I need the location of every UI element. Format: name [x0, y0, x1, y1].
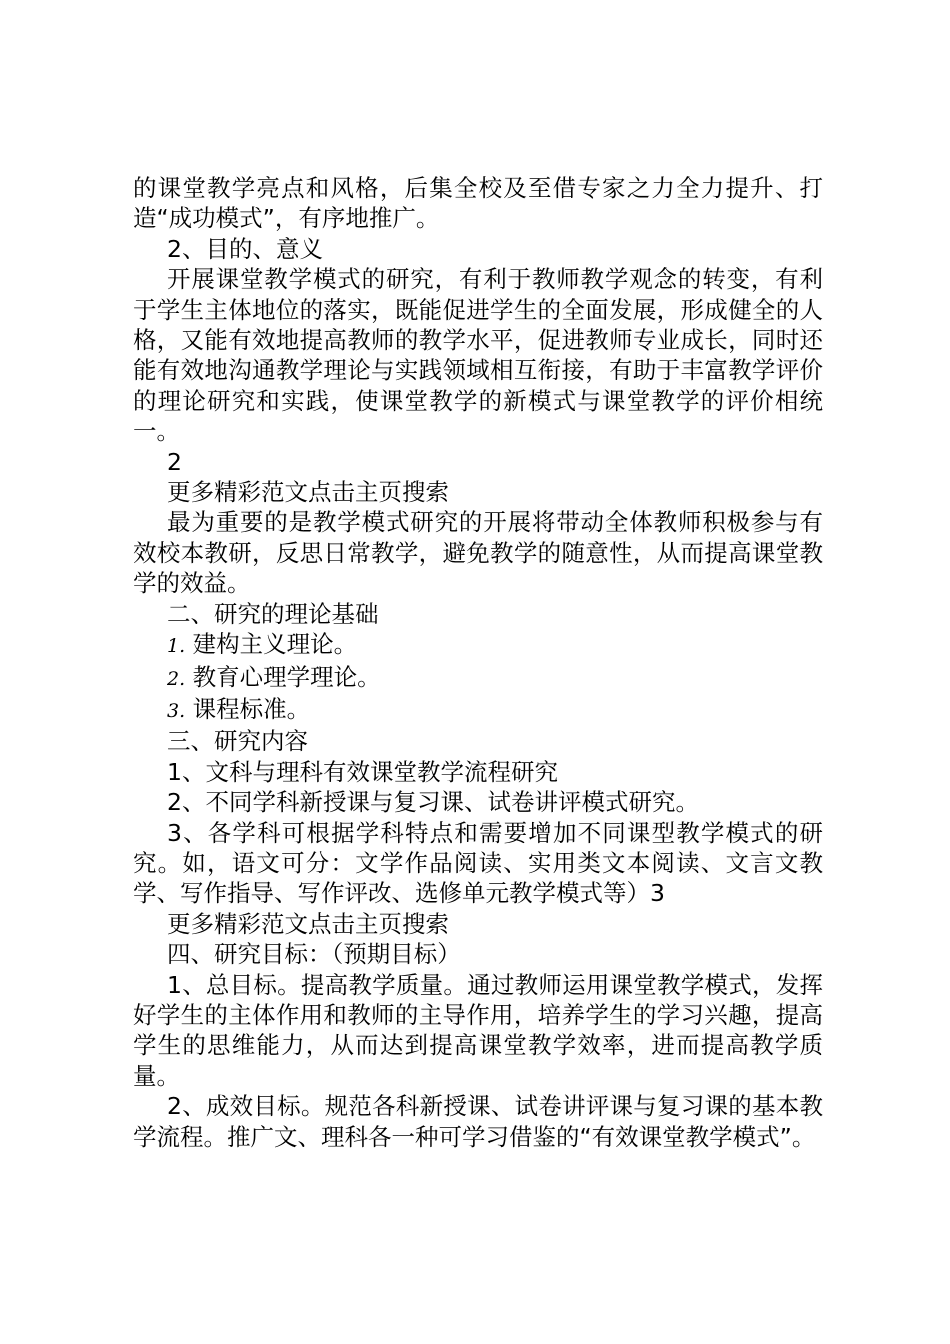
heading-research-content: 三、研究内容	[167, 727, 308, 756]
heading-theory-basis: 二、研究的理论基础	[167, 599, 379, 628]
paragraph-purpose-body: 开展课堂教学模式的研究，有利于教师教学观念的转变，有利于学生主体地位的落实，既能促进学生的全面发展，形成健全的人格，又能有效地提高教师的教学水平，促进教师专业成长，同时还能有效地沟通教学理论与实践领域相互衔接，有助于丰富教学评价的理论研究和实践，使课堂教学的新模式与课堂教学的评价相统一。	[133, 265, 823, 446]
list-number: 3.	[167, 699, 186, 722]
promo-line: 更多精彩范文点击主页搜索	[167, 909, 449, 938]
promo-line: 更多精彩范文点击主页搜索	[167, 478, 449, 507]
list-item	[133, 662, 823, 694]
list-item-text: 教育心理学理论。	[192, 662, 381, 691]
goal-overall: 1、总目标。提高教学质量。通过教师运用课堂教学模式，发挥好学生的主体作用和教师的主导作用，培养学生的学习兴趣，提高学生的思维能力，从而达到提高课堂教学效率，进而提高教学质量。	[133, 970, 823, 1090]
heading-research-goals: 四、研究目标：（预期目标）	[167, 940, 461, 969]
list-number: 2.	[167, 667, 186, 690]
goal-outcome: 2、成效目标。规范各科新授课、试卷讲评课与复习课的基本教学流程。推广文、理科各一种可学习借鉴的“有效课堂教学模式”。	[133, 1092, 823, 1151]
paragraph-intro-continuation: 的课堂教学亮点和风格，后集全校及至借专家之力全力提升、打造“成功模式”，有序地推广。	[133, 174, 823, 233]
list-item-text: 建构主义理论。	[192, 630, 358, 659]
list-item-text: 课程标准。	[192, 694, 311, 723]
content-item-2: 2、不同学科新授课与复习课、试卷讲评模式研究。	[167, 788, 699, 817]
page-number: 2	[167, 447, 182, 476]
list-item	[133, 629, 823, 661]
list-number: 1.	[167, 635, 186, 658]
heading-purpose-meaning: 2、目的、意义	[167, 234, 323, 263]
list-item	[133, 694, 823, 726]
content-item-1: 1、文科与理科有效课堂教学流程研究	[167, 757, 558, 786]
paragraph-importance: 最为重要的是教学模式研究的开展将带动全体教师积极参与有效校本教研，反思日常教学，避免教学的随意性，从而提高课堂教学的效益。	[133, 508, 823, 598]
document-page	[133, 173, 823, 1152]
content-item-3: 3、各学科可根据学科特点和需要增加不同课型教学模式的研究。如，语文可分：文学作品阅读、实用类文本阅读、文言文教学、写作指导、写作评改、选修单元教学模式等）3	[133, 818, 823, 908]
